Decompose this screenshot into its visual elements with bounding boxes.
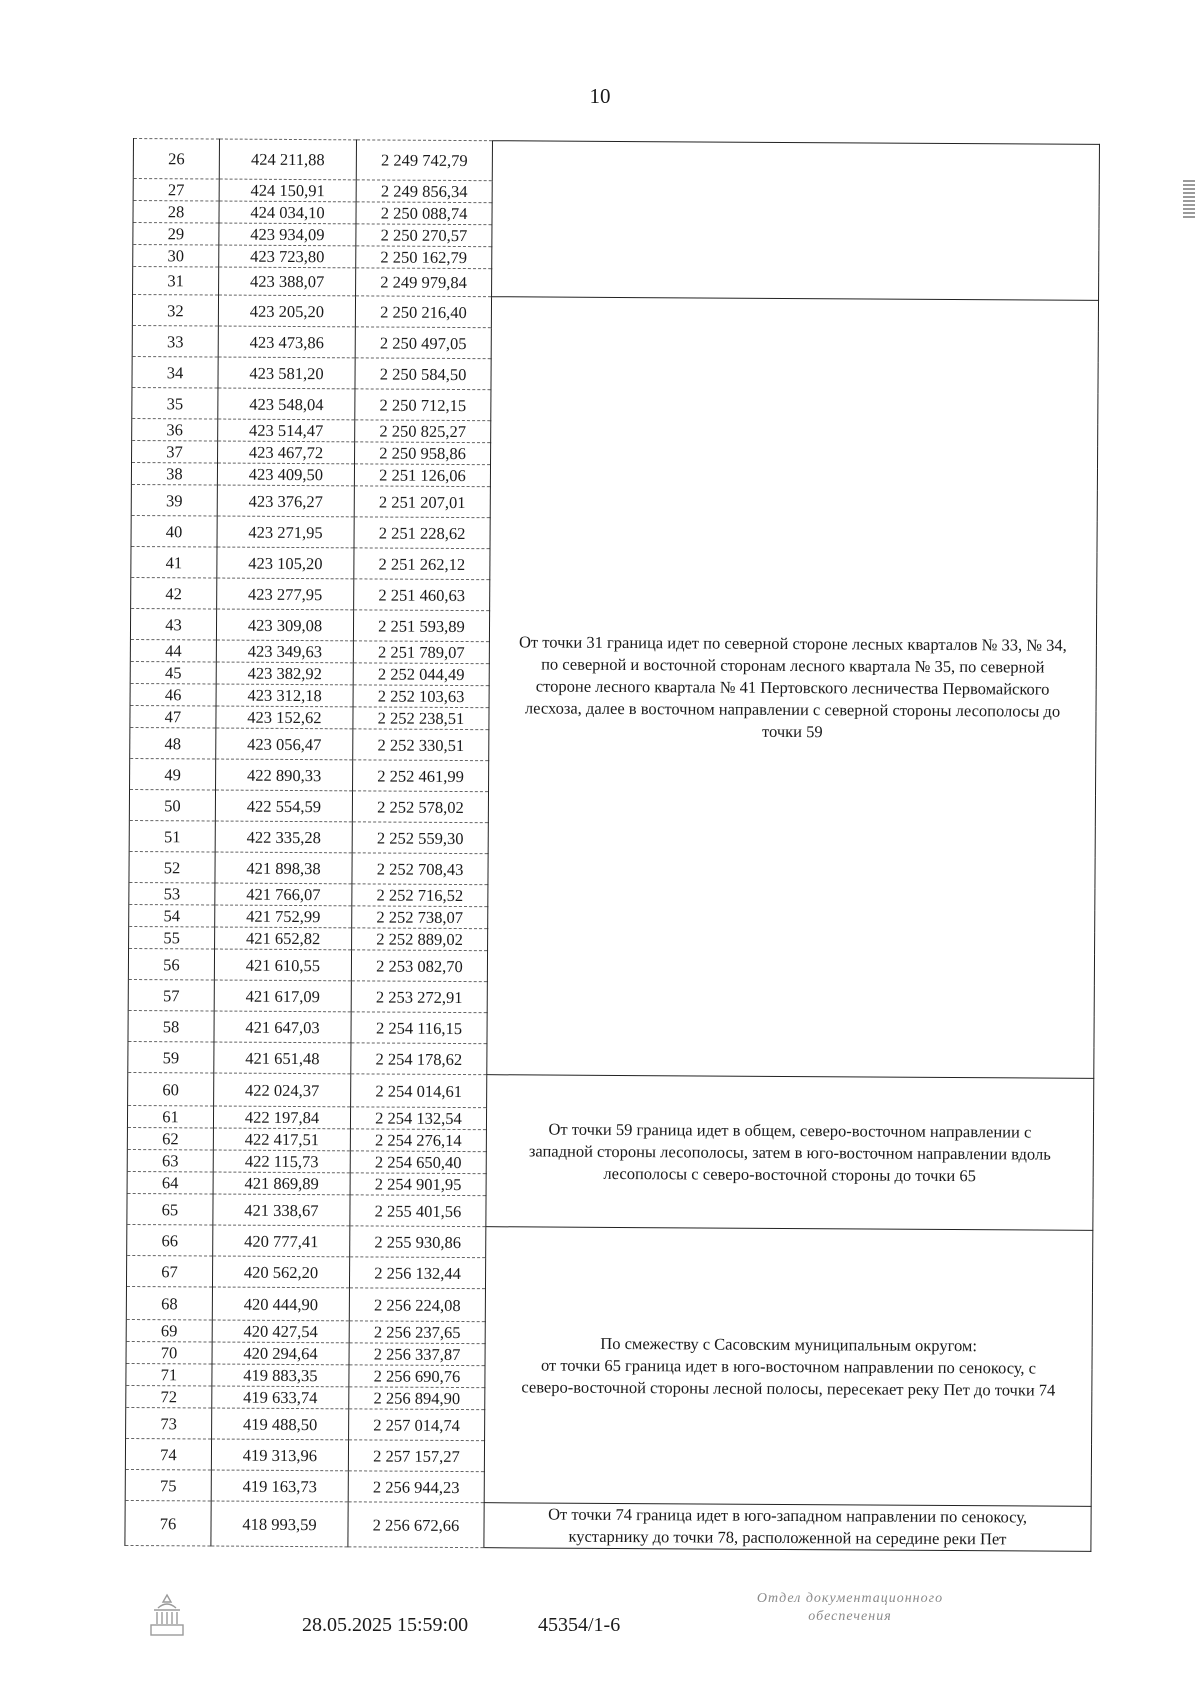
footer-doc-number: 45354/1-6: [538, 1614, 621, 1636]
y-coordinate-cell: 2 254 276,14: [350, 1129, 486, 1152]
x-coordinate-cell: 420 777,41: [213, 1225, 350, 1257]
x-coordinate-cell: 419 633,74: [212, 1386, 349, 1409]
y-coordinate-cell: 2 256 894,90: [349, 1387, 485, 1410]
description-line: точки 59: [762, 721, 823, 741]
y-coordinate-cell: 2 254 178,62: [351, 1043, 487, 1075]
x-coordinate-cell: 420 444,90: [212, 1287, 349, 1321]
description-line: западной стороны лесополосы, затем в юго-восточном направлении вдоль: [528, 1140, 1051, 1164]
point-number-cell: 48: [130, 727, 216, 759]
x-coordinate-cell: 423 934,09: [219, 223, 356, 246]
description-line: лесхоза, далее в восточном направлении с северной стороны лесополосы до: [524, 697, 1061, 721]
point-number-cell: 75: [125, 1469, 211, 1501]
point-number-cell: 56: [128, 948, 214, 980]
y-coordinate-cell: 2 250 270,57: [356, 224, 492, 247]
x-coordinate-cell: 423 309,08: [216, 609, 353, 641]
y-coordinate-cell: 2 250 216,40: [355, 296, 491, 328]
point-number-cell: 50: [129, 789, 215, 821]
x-coordinate-cell: 423 382,92: [216, 662, 353, 685]
point-number-cell: 68: [126, 1286, 212, 1320]
x-coordinate-cell: 424 150,91: [219, 179, 356, 202]
point-number-cell: 69: [126, 1319, 212, 1342]
x-coordinate-cell: 423 056,47: [216, 728, 353, 760]
y-coordinate-cell: 2 252 889,02: [352, 928, 488, 951]
x-coordinate-cell: 421 898,38: [215, 852, 352, 884]
x-coordinate-cell: 423 723,80: [219, 245, 356, 268]
boundary-description-cell: [484, 1227, 1093, 1507]
point-number-cell: 61: [127, 1105, 213, 1128]
description-line: лесополосы с северо-восточной стороны до точки 65: [603, 1163, 976, 1185]
point-number-cell: 73: [126, 1407, 212, 1439]
y-coordinate-cell: 2 249 742,79: [356, 140, 492, 181]
point-number-cell: 29: [133, 223, 219, 246]
point-number-cell: 66: [127, 1224, 213, 1256]
point-number-cell: 26: [133, 139, 219, 180]
x-coordinate-cell: 423 388,07: [219, 267, 356, 296]
point-number-cell: 40: [131, 515, 217, 547]
y-coordinate-cell: 2 251 126,06: [354, 464, 490, 487]
y-coordinate-cell: 2 257 157,27: [348, 1440, 484, 1472]
point-number-cell: 74: [125, 1438, 211, 1470]
coordinates-table-body: [125, 139, 1100, 1552]
point-number-cell: 53: [129, 882, 215, 905]
y-coordinate-cell: 2 254 014,61: [351, 1074, 487, 1108]
x-coordinate-cell: 423 271,95: [217, 516, 354, 548]
y-coordinate-cell: 2 250 958,86: [355, 442, 491, 465]
y-coordinate-cell: 2 255 401,56: [350, 1195, 486, 1227]
description-line: от точки 65 граница идет в юго-восточном направлении по сенокосу, с: [540, 1355, 1037, 1378]
x-coordinate-cell: 420 294,64: [212, 1342, 349, 1365]
y-coordinate-cell: 2 250 825,27: [355, 420, 491, 443]
point-number-cell: 39: [131, 484, 217, 516]
point-number-cell: 76: [125, 1500, 211, 1546]
point-number-cell: 35: [132, 387, 218, 419]
x-coordinate-cell: 419 313,96: [211, 1439, 348, 1471]
y-coordinate-cell: 2 254 901,95: [350, 1173, 486, 1196]
point-number-cell: 33: [132, 325, 218, 357]
x-coordinate-cell: 423 473,86: [218, 326, 355, 358]
x-coordinate-cell: 423 548,04: [218, 388, 355, 420]
description-line: По смежеству с Сасовским муниципальным округом:: [600, 1333, 978, 1355]
table-row: [125, 1500, 1091, 1551]
point-number-cell: 36: [132, 418, 218, 441]
y-coordinate-cell: 2 252 103,63: [353, 685, 489, 708]
y-coordinate-cell: 2 256 672,66: [348, 1502, 484, 1548]
y-coordinate-cell: 2 250 497,05: [355, 327, 491, 359]
point-number-cell: 60: [128, 1072, 214, 1106]
coordinates-table: [124, 138, 1100, 1552]
description-line: От точки 31 граница идет по северной стороне лесных кварталов № 33, № 34,: [518, 631, 1067, 655]
x-coordinate-cell: 421 652,82: [215, 927, 352, 950]
x-coordinate-cell: 420 562,20: [212, 1256, 349, 1288]
description-line: От точки 59 граница идет в общем, северо-восточном направлении с: [548, 1119, 1032, 1142]
scan-edge-mark: [1183, 180, 1195, 220]
y-coordinate-cell: 2 255 930,86: [350, 1226, 486, 1258]
x-coordinate-cell: 422 335,28: [215, 821, 352, 853]
point-number-cell: 42: [131, 577, 217, 609]
page-number: 10: [589, 84, 611, 108]
x-coordinate-cell: 421 617,09: [214, 980, 351, 1012]
point-number-cell: 38: [131, 462, 217, 485]
x-coordinate-cell: 421 610,55: [214, 949, 351, 981]
description-line: От точки 74 граница идет в юго-западном направлении по сенокосу,: [548, 1504, 1028, 1527]
x-coordinate-cell: 422 890,33: [216, 759, 353, 791]
y-coordinate-cell: 2 257 014,74: [349, 1409, 485, 1441]
point-number-cell: 52: [129, 851, 215, 883]
y-coordinate-cell: 2 253 082,70: [351, 950, 487, 982]
point-number-cell: 41: [131, 546, 217, 578]
y-coordinate-cell: 2 252 559,30: [352, 822, 488, 854]
x-coordinate-cell: 422 417,51: [213, 1128, 350, 1151]
x-coordinate-cell: 423 349,63: [216, 640, 353, 663]
y-coordinate-cell: 2 256 944,23: [348, 1471, 484, 1503]
point-number-cell: 49: [130, 758, 216, 790]
y-coordinate-cell: 2 256 337,87: [349, 1343, 485, 1366]
y-coordinate-cell: 2 251 262,12: [354, 548, 490, 580]
y-coordinate-cell: 2 252 738,07: [352, 906, 488, 929]
point-number-cell: 30: [133, 245, 219, 268]
y-coordinate-cell: 2 252 461,99: [353, 760, 489, 792]
department-stamp-line2: обеспечения: [808, 1609, 892, 1624]
x-coordinate-cell: 419 488,50: [212, 1408, 349, 1440]
y-coordinate-cell: 2 250 584,50: [355, 358, 491, 390]
boundary-description-cell: [486, 1075, 1094, 1231]
x-coordinate-cell: 423 277,95: [217, 578, 354, 610]
point-number-cell: 57: [128, 979, 214, 1011]
y-coordinate-cell: 2 252 330,51: [353, 729, 489, 761]
x-coordinate-cell: 423 581,20: [218, 357, 355, 389]
x-coordinate-cell: 421 338,67: [213, 1194, 350, 1226]
x-coordinate-cell: 419 883,35: [212, 1364, 349, 1387]
point-number-cell: 58: [128, 1010, 214, 1042]
y-coordinate-cell: 2 254 650,40: [350, 1151, 486, 1174]
point-number-cell: 46: [130, 683, 216, 706]
y-coordinate-cell: 2 252 238,51: [353, 707, 489, 730]
point-number-cell: 37: [132, 440, 218, 463]
point-number-cell: 32: [132, 295, 218, 327]
y-coordinate-cell: 2 256 237,65: [349, 1321, 485, 1344]
x-coordinate-cell: 423 205,20: [218, 295, 355, 327]
y-coordinate-cell: 2 249 979,84: [356, 268, 492, 297]
x-coordinate-cell: 421 651,48: [214, 1042, 351, 1074]
x-coordinate-cell: 423 105,20: [217, 547, 354, 579]
description-line: стороне лесного квартала № 41 Пертовского лесничества Первомайского: [535, 675, 1050, 699]
y-coordinate-cell: 2 250 088,74: [356, 202, 492, 225]
table-row: [133, 139, 1099, 185]
point-number-cell: 62: [127, 1127, 213, 1150]
point-number-cell: 28: [133, 201, 219, 224]
point-number-cell: 71: [126, 1363, 212, 1386]
x-coordinate-cell: 422 024,37: [214, 1073, 351, 1107]
y-coordinate-cell: 2 251 207,01: [354, 486, 490, 518]
department-stamp-line1: Отдел документационного: [756, 1591, 944, 1606]
x-coordinate-cell: 421 869,89: [213, 1172, 350, 1195]
point-number-cell: 47: [130, 705, 216, 728]
x-coordinate-cell: 423 409,50: [217, 463, 354, 486]
y-coordinate-cell: 2 252 044,49: [353, 663, 489, 686]
y-coordinate-cell: 2 256 690,76: [349, 1365, 485, 1388]
footer-datetime: 28.05.2025 15:59:00: [302, 1614, 469, 1636]
department-stamp: [700, 1590, 1000, 1626]
y-coordinate-cell: 2 251 460,63: [354, 579, 490, 611]
y-coordinate-cell: 2 251 593,89: [353, 610, 489, 642]
x-coordinate-cell: 424 211,88: [219, 139, 356, 180]
y-coordinate-cell: 2 254 132,54: [350, 1107, 486, 1130]
description-line: по северной и восточной сторонам лесного квартала № 35, по северной: [541, 654, 1045, 677]
point-number-cell: 55: [129, 926, 215, 949]
x-coordinate-cell: 423 467,72: [218, 441, 355, 464]
point-number-cell: 63: [127, 1149, 213, 1172]
y-coordinate-cell: 2 254 116,15: [351, 1012, 487, 1044]
description-line: северо-восточной стороны лесной полосы, пересекает реку Пет до точки 74: [521, 1376, 1056, 1400]
y-coordinate-cell: 2 252 578,02: [352, 791, 488, 823]
y-coordinate-cell: 2 251 789,07: [353, 641, 489, 664]
point-number-cell: 31: [133, 267, 219, 296]
x-coordinate-cell: 423 152,62: [216, 706, 353, 729]
point-number-cell: 43: [130, 608, 216, 640]
x-coordinate-cell: 420 427,54: [212, 1320, 349, 1343]
point-number-cell: 54: [129, 904, 215, 927]
y-coordinate-cell: 2 251 228,62: [354, 517, 490, 549]
y-coordinate-cell: 2 250 162,79: [356, 246, 492, 269]
x-coordinate-cell: 424 034,10: [219, 201, 356, 224]
point-number-cell: 51: [129, 820, 215, 852]
x-coordinate-cell: 423 312,18: [216, 684, 353, 707]
x-coordinate-cell: 422 554,59: [215, 790, 352, 822]
x-coordinate-cell: 421 766,07: [215, 883, 352, 906]
y-coordinate-cell: 2 256 132,44: [349, 1257, 485, 1289]
x-coordinate-cell: 423 514,47: [218, 419, 355, 442]
y-coordinate-cell: 2 256 224,08: [349, 1288, 485, 1322]
point-number-cell: 64: [127, 1171, 213, 1194]
duma-emblem-icon: [146, 1592, 188, 1638]
x-coordinate-cell: 422 115,73: [213, 1150, 350, 1173]
point-number-cell: 65: [127, 1193, 213, 1225]
boundary-description-cell: [492, 141, 1100, 301]
y-coordinate-cell: 2 252 716,52: [352, 884, 488, 907]
point-number-cell: 44: [130, 639, 216, 662]
boundary-description-cell: [484, 1503, 1091, 1552]
point-number-cell: 70: [126, 1341, 212, 1364]
x-coordinate-cell: 419 163,73: [211, 1470, 348, 1502]
description-line: кустарнику до точки 78, расположенной на середине реки Пет: [568, 1526, 1007, 1549]
y-coordinate-cell: 2 253 272,91: [351, 981, 487, 1013]
point-number-cell: 34: [132, 356, 218, 388]
x-coordinate-cell: 418 993,59: [211, 1501, 348, 1547]
y-coordinate-cell: 2 249 856,34: [356, 180, 492, 203]
x-coordinate-cell: 421 752,99: [215, 905, 352, 928]
x-coordinate-cell: 421 647,03: [214, 1011, 351, 1043]
x-coordinate-cell: 422 197,84: [213, 1106, 350, 1129]
point-number-cell: 27: [133, 179, 219, 202]
y-coordinate-cell: 2 252 708,43: [352, 853, 488, 885]
boundary-description-cell: [487, 297, 1099, 1079]
y-coordinate-cell: 2 250 712,15: [355, 389, 491, 421]
point-number-cell: 67: [126, 1255, 212, 1287]
point-number-cell: 72: [126, 1385, 212, 1408]
x-coordinate-cell: 423 376,27: [217, 485, 354, 517]
point-number-cell: 59: [128, 1041, 214, 1073]
point-number-cell: 45: [130, 661, 216, 684]
